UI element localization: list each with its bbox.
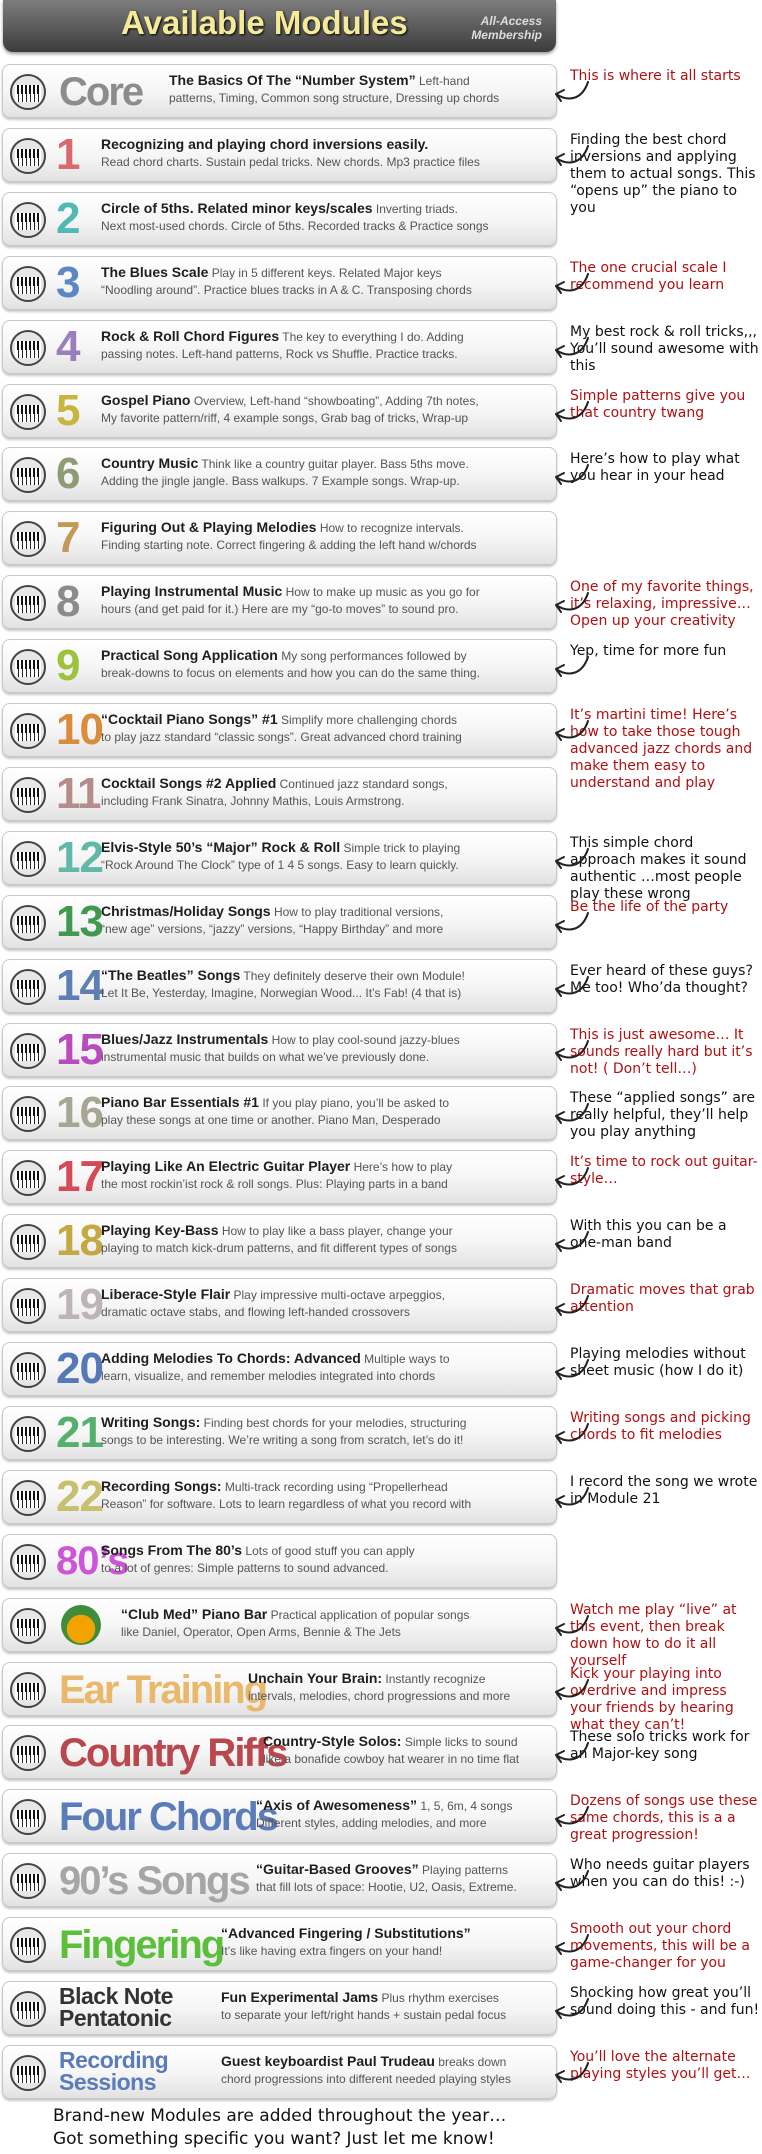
module-title: Fun Experimental Jams [221, 1989, 379, 2005]
piano-icon [10, 969, 46, 1005]
module-row[interactable] [2, 192, 557, 246]
module-title: “Guitar-Based Grooves” [256, 1861, 419, 1877]
pointer-arrow-icon [548, 461, 592, 489]
module-description [169, 72, 546, 107]
piano-icon [10, 1672, 46, 1708]
module-description [101, 711, 546, 746]
pointer-arrow-icon [548, 845, 592, 873]
module-desc-line1: Playing patterns [421, 1863, 509, 1877]
module-label: 12 [56, 833, 103, 882]
piano-icon [10, 1735, 46, 1771]
module-desc-line2: “Noodling around”. Practice blues tracks in A & C. Transposing chords [101, 283, 472, 297]
module-row[interactable] [2, 1789, 557, 1843]
side-note: These solo tricks work for an Major-key song [570, 1729, 750, 1762]
module-desc-line1: Instantly recognize [385, 1672, 486, 1686]
module-title: “The Beatles” Songs [101, 967, 241, 983]
module-row[interactable] [2, 128, 557, 182]
module-description [101, 392, 546, 427]
side-note: Yep, time for more fun [570, 643, 727, 659]
module-desc-line2: “new age” versions, “jazzy” versions, “Happy Birthday” and more [101, 922, 444, 936]
module-description [221, 1989, 546, 2024]
module-desc-line1: Left-hand [418, 74, 470, 88]
module-title: Practical Song Application [101, 647, 278, 663]
side-note: Ever heard of these guys? Me too! Who’da thought? [570, 963, 753, 996]
side-note: Finding the best chord inversions and applying them to actual songs. This “opens up” the piano to you [570, 132, 756, 216]
module-desc-line2: play these songs at one time or another. Piano Man, Desperado [101, 1113, 441, 1127]
piano-icon [10, 1224, 46, 1260]
piano-icon [10, 1096, 46, 1132]
module-description [101, 136, 546, 171]
module-desc-line2: that fill lots of space: Hootie, U2, Oasis, Extreme. [256, 1880, 517, 1894]
module-title: “Axis of Awesomeness” [256, 1797, 418, 1813]
module-description [101, 647, 546, 682]
piano-icon [10, 1544, 46, 1580]
module-row[interactable] [2, 1278, 557, 1332]
module-desc-line2: like a bonafide cowboy hat wearer in no time flat [263, 1752, 520, 1766]
piano-icon [10, 1863, 46, 1899]
side-note: Simple patterns give you that country twang [570, 388, 746, 421]
module-desc-line2: Next most-used chords. Circle of 5ths. Recorded tracks & Practice songs [101, 219, 489, 233]
module-desc-line1: 1, 5, 6m, 4 songs [420, 1799, 513, 1813]
module-description [101, 264, 546, 299]
side-note: I record the song we wrote in Module 21 [570, 1474, 758, 1507]
module-title: Rock & Roll Chord Figures [101, 328, 280, 344]
module-row[interactable] [2, 2045, 557, 2099]
club-med-logo-icon [61, 1605, 101, 1645]
module-title: Recording Songs: [101, 1478, 222, 1494]
piano-icon [10, 1927, 46, 1963]
piano-icon [10, 777, 46, 813]
module-title: “Cocktail Piano Songs” #1 [101, 711, 278, 727]
side-note: Who needs guitar players when you can do this! :-) [570, 1857, 750, 1890]
module-label: 10 [56, 705, 103, 754]
module-label: 2 [56, 194, 80, 243]
piano-icon [10, 1033, 46, 1069]
module-row[interactable] [2, 959, 557, 1013]
module-row[interactable] [2, 1534, 557, 1588]
module-title: Christmas/Holiday Songs [101, 903, 271, 919]
module-row[interactable] [2, 639, 557, 693]
piano-icon [10, 138, 46, 174]
pointer-arrow-icon [548, 334, 592, 362]
module-desc-line1: Plus rhythm exercises [381, 1991, 499, 2005]
module-label: 90’s Songs [59, 1859, 249, 1903]
module-title: Playing Like An Electric Guitar Player [101, 1158, 351, 1174]
module-desc-line1: My song performances followed by [281, 649, 467, 663]
module-desc-line2: “Rock Around The Clock” type of 1 4 5 songs. Easy to learn quickly. [101, 858, 459, 872]
module-label: 13 [56, 897, 103, 946]
pointer-arrow-icon [548, 1037, 592, 1065]
module-row[interactable] [2, 1214, 557, 1268]
module-row[interactable] [2, 1342, 557, 1396]
module-desc-line2: including Frank Sinatra, Johnny Mathis, Louis Armstrong. [101, 794, 405, 808]
module-desc-line2: Let It Be, Yesterday, Imagine, Norwegian Wood... It’s Fab! (4 that is) [101, 986, 462, 1000]
footer [53, 2105, 553, 2151]
module-description [101, 1286, 546, 1321]
module-label: 14 [56, 961, 103, 1010]
module-title: Adding Melodies To Chords: Advanced [101, 1350, 361, 1366]
module-title: Writing Songs: [101, 1414, 201, 1430]
side-note: Smooth out your chord movements, this will be a game-changer for you [570, 1921, 751, 1971]
module-title: Figuring Out & Playing Melodies [101, 519, 317, 535]
pointer-arrow-icon [548, 653, 592, 681]
pointer-arrow-icon [548, 589, 592, 617]
module-desc-line2: Read chord charts. Sustain pedal tricks. New chords. Mp3 practice files [101, 155, 480, 169]
module-desc-line2: Finding starting note. Correct fingering & adding the left hand w/chords [101, 538, 477, 552]
module-label: Country Riffs [59, 1731, 287, 1775]
module-description [101, 1222, 546, 1257]
module-row[interactable] [2, 895, 557, 949]
pointer-arrow-icon [548, 142, 592, 170]
side-note: With this you can be a one-man band [570, 1218, 727, 1251]
side-note: Here’s how to play what you hear in your head [570, 451, 740, 484]
module-desc-line1: The key to everything I do. Adding [282, 330, 464, 344]
module-description [256, 1797, 546, 1832]
module-label: 5 [56, 386, 80, 435]
module-row[interactable] [2, 64, 557, 118]
module-desc-line1: Play in 5 different keys. Related Major keys [211, 266, 442, 280]
module-title: Country-Style Solos: [263, 1733, 402, 1749]
module-title: Songs From The 80’s [101, 1542, 243, 1558]
module-desc-line2: passing notes. Left-hand patterns, Rock vs Shuffle. Practice tracks. [101, 347, 458, 361]
module-desc-line1: How to play cool-sound jazzy-blues [271, 1033, 460, 1047]
module-label: Black Note Pentatonic [59, 1983, 173, 2031]
module-desc-line2: instrumental music that builds on what we’ve previously done. [101, 1050, 430, 1064]
module-description [101, 1094, 546, 1129]
pointer-arrow-icon [548, 1228, 592, 1256]
module-row[interactable] [2, 703, 557, 757]
module-label: 15 [56, 1025, 103, 1074]
pointer-arrow-icon [548, 398, 592, 426]
module-label: 11 [56, 769, 101, 818]
module-desc-line1: Finding best chords for your melodies, structuring [203, 1416, 467, 1430]
module-label: Core [59, 70, 143, 114]
module-row[interactable] [2, 256, 557, 310]
module-title: Circle of 5ths. Related minor keys/scales [101, 200, 373, 216]
module-description [101, 519, 546, 554]
module-desc-line1: How to play traditional versions, [273, 905, 444, 919]
piano-icon [10, 1288, 46, 1324]
piano-icon [10, 1352, 46, 1388]
module-row[interactable] [2, 1853, 557, 1907]
pointer-arrow-icon [548, 1484, 592, 1512]
module-description [101, 328, 546, 363]
module-desc-line1: Here’s how to play [353, 1160, 453, 1174]
module-label: 1 [56, 130, 80, 179]
pointer-arrow-icon [548, 1292, 592, 1320]
module-title: “Club Med” Piano Bar [121, 1606, 268, 1622]
module-description [221, 1925, 546, 1960]
module-title: Playing Instrumental Music [101, 583, 283, 599]
side-note: Shocking how great you’ll sound doing this - and fun! [570, 1985, 760, 2018]
module-label: 4 [56, 322, 80, 371]
module-desc-line1: Continued jazz standard songs, [279, 777, 448, 791]
module-description [101, 967, 546, 1002]
footer-line-2: Got something specific you want? Just let me know! [53, 2129, 495, 2149]
module-desc-line1: Think like a country guitar player. Bass 5ths move. [201, 457, 469, 471]
side-note: Playing melodies without sheet music (how I do it) [570, 1346, 746, 1379]
module-row[interactable] [2, 511, 557, 565]
page-title: Available Modules [121, 4, 408, 41]
module-label: 8 [56, 577, 80, 626]
module-description [101, 1414, 546, 1449]
module-desc-line1: They definitely deserve their own Module! [243, 969, 465, 983]
module-title: Liberace-Style Flair [101, 1286, 231, 1302]
side-note: Kick your playing into overdrive and impress your friends by hearing what they can’t! [570, 1666, 734, 1733]
module-description [101, 775, 546, 810]
footer-line-1: Brand-new Modules are added throughout the year… [53, 2106, 507, 2126]
module-desc-line2: dramatic octave stabs, and flowing left-handed crossovers [101, 1305, 410, 1319]
module-desc-line1: Simple trick to playing [343, 841, 461, 855]
module-label: 16 [56, 1088, 103, 1137]
module-row[interactable] [2, 384, 557, 438]
module-desc-line1: Lots of good stuff you can apply [245, 1544, 415, 1558]
module-title: Piano Bar Essentials #1 [101, 1094, 259, 1110]
module-desc-line2: patterns, Timing, Common song structure, Dressing up chords [169, 91, 500, 105]
piano-icon [10, 1416, 46, 1452]
piano-icon [10, 266, 46, 302]
piano-icon [10, 713, 46, 749]
module-label: 17 [56, 1152, 103, 1201]
module-row[interactable] [2, 1598, 557, 1652]
module-row[interactable] [2, 575, 557, 629]
module-label: 9 [56, 641, 80, 690]
module-desc-line2: the most rockin’ist rock & roll songs. Plus: Playing parts in a band [101, 1177, 448, 1191]
module-desc-line1: How to play like a bass player, change your [221, 1224, 453, 1238]
module-desc-line2: to separate your left/right hands + sustain pedal focus [221, 2008, 507, 2022]
module-label: 22 [56, 1472, 103, 1521]
module-label: Fingering [59, 1923, 224, 1967]
pointer-arrow-icon [548, 1164, 592, 1192]
module-label: Four Chords [59, 1795, 277, 1839]
side-note: This is just awesome… It sounds really hard but it’s not! ( Don’t tell…) [570, 1027, 753, 1077]
piano-icon [10, 841, 46, 877]
module-desc-line2: My favorite pattern/riff, 4 example songs, Grab bag of tricks, Wrap-up [101, 411, 469, 425]
module-title: Playing Key-Bass [101, 1222, 219, 1238]
pointer-arrow-icon [548, 717, 592, 745]
module-desc-line2: to a lot of genres: Simple patterns to sound advanced. [101, 1561, 389, 1575]
pointer-arrow-icon [548, 1612, 592, 1640]
module-desc-line2: learn, visualize, and remember melodies integrated into chords [101, 1369, 436, 1383]
module-title: Recognizing and playing chord inversions easily. [101, 136, 429, 152]
module-description [101, 839, 546, 874]
side-note: Watch me play “live” at this event, then break down how to do it all yourself [570, 1602, 737, 1669]
module-title: The Blues Scale [101, 264, 209, 280]
module-row[interactable] [2, 1470, 557, 1524]
module-title: Elvis-Style 50’s “Major” Rock & Roll [101, 839, 341, 855]
pointer-arrow-icon [548, 1931, 592, 1959]
piano-icon [10, 649, 46, 685]
module-title: Blues/Jazz Instrumentals [101, 1031, 269, 1047]
module-desc-line1: Play impressive multi-octave arpeggios, [233, 1288, 445, 1302]
piano-icon [10, 2055, 46, 2091]
module-row[interactable] [2, 1981, 557, 2035]
module-desc-line2: songs to be interesting. We’re writing a song from scratch, let’s do it! [101, 1433, 464, 1447]
module-desc-line1: If you play piano, you’ll be asked to [262, 1096, 450, 1110]
piano-icon [10, 457, 46, 493]
module-description [248, 1670, 546, 1705]
side-note: This simple chord approach makes it sound authentic …most people play these wrong [570, 835, 747, 902]
pointer-arrow-icon [548, 909, 592, 937]
module-desc-line2: hours (and get paid for it.) Here are my “go-to moves” to sound pro. [101, 602, 459, 616]
side-note: It’s martini time! Here’s how to take those tough advanced jazz chords and make them easy to understand and play [570, 707, 753, 791]
module-desc-line2: Reason” for software. Lots to learn regardless of what you record with [101, 1497, 472, 1511]
module-description [256, 1861, 546, 1896]
module-desc-line1: Multiple ways to [364, 1352, 450, 1366]
pointer-arrow-icon [548, 1420, 592, 1448]
module-description [101, 1350, 546, 1385]
module-desc-line1: How to recognize intervals. [319, 521, 464, 535]
module-desc-line1: Inverting triads. [375, 202, 458, 216]
module-desc-line2: Adding the jingle jangle. Bass walkups. 7 Example songs. Wrap-up. [101, 474, 460, 488]
module-desc-line2: playing to match kick-drum patterns, and fit different types of songs [101, 1241, 457, 1255]
pointer-arrow-icon [548, 78, 592, 106]
pointer-arrow-icon [548, 270, 592, 298]
side-note: Dozens of songs use these same chords, this is a a great progression! [570, 1793, 758, 1843]
module-label: 3 [56, 258, 80, 307]
module-label: 7 [56, 513, 80, 562]
module-description [101, 1031, 546, 1066]
module-desc-line2: to play jazz standard “classic songs”. Great advanced chord training [101, 730, 462, 744]
module-desc-line1: How to make up music as you go for [285, 585, 480, 599]
module-row[interactable] [2, 767, 557, 821]
side-note: Writing songs and picking chords to fit melodies [570, 1410, 751, 1443]
module-desc-line1: Overview, Left-hand “showboating”, Adding 7th notes, [193, 394, 479, 408]
module-desc-line2: Different styles, adding melodies, and more [256, 1816, 487, 1830]
module-row[interactable] [2, 1725, 557, 1779]
piano-icon [10, 585, 46, 621]
module-title: Gospel Piano [101, 392, 191, 408]
piano-icon [10, 1799, 46, 1835]
module-desc-line1: Simple licks to sound [404, 1735, 518, 1749]
side-note: My best rock & roll tricks,,, You’ll sound awesome with this [570, 324, 759, 374]
side-note: The one crucial scale I recommend you learn [570, 260, 727, 293]
module-row[interactable] [2, 320, 557, 374]
module-title: The Basics Of The “Number System” [169, 72, 416, 88]
module-desc-line1: Practical application of popular songs [270, 1608, 470, 1622]
module-label: 20 [56, 1344, 103, 1393]
pointer-arrow-icon [548, 1867, 592, 1895]
piano-icon [10, 202, 46, 238]
module-description [101, 455, 546, 490]
module-label: 18 [56, 1216, 103, 1265]
module-desc-line2: like Daniel, Operator, Open Arms, Bennie & The Jets [121, 1625, 401, 1639]
module-title: “Advanced Fingering / Substitutions” [221, 1925, 471, 1941]
module-desc-line1: breaks down [438, 2055, 507, 2069]
side-note: You’ll love the alternate playing styles you’ll get… [570, 2049, 751, 2082]
module-label: Ear Training [59, 1668, 267, 1712]
pointer-arrow-icon [548, 1995, 592, 2023]
side-note: Be the life of the party [570, 899, 729, 915]
module-desc-line1: Simplify more challenging chords [280, 713, 458, 727]
side-note: It’s time to rock out guitar-style… [570, 1154, 758, 1187]
module-description [263, 1733, 546, 1768]
module-description [221, 2053, 546, 2088]
pointer-arrow-icon [548, 1739, 592, 1767]
piano-icon [10, 521, 46, 557]
module-label: 6 [56, 449, 80, 498]
module-row[interactable] [2, 1086, 557, 1140]
module-description [101, 1478, 546, 1513]
pointer-arrow-icon [548, 1356, 592, 1384]
header-banner [3, 0, 556, 52]
module-description [101, 583, 546, 618]
module-desc-line2: break-downs to focus on elements and how you can do the same thing. [101, 666, 480, 680]
module-row[interactable] [2, 1150, 557, 1204]
module-title: Cocktail Songs #2 Applied [101, 775, 277, 791]
module-title: Guest keyboardist Paul Trudeau [221, 2053, 435, 2069]
piano-icon [10, 1608, 46, 1644]
piano-icon [10, 330, 46, 366]
header-subtitle: All-Access Membership [471, 14, 542, 42]
module-desc-line2: It’s like having extra fingers on your hand! [221, 1944, 443, 1958]
side-note: These “applied songs” are really helpful, they’ll help you play anything [570, 1090, 755, 1140]
side-note: This is where it all starts [570, 68, 741, 84]
pointer-arrow-icon [548, 973, 592, 1001]
module-description [101, 200, 546, 235]
module-description [101, 903, 546, 938]
module-desc-line2: intervals, melodies, chord progressions and more [248, 1689, 511, 1703]
pointer-arrow-icon [548, 2059, 592, 2087]
module-row[interactable] [2, 1917, 557, 1971]
module-title: Unchain Your Brain: [248, 1670, 383, 1686]
piano-icon [10, 1991, 46, 2027]
module-row[interactable] [2, 1023, 557, 1077]
pointer-arrow-icon [548, 1100, 592, 1128]
module-label: 80’s [56, 1539, 129, 1583]
piano-icon [10, 905, 46, 941]
module-description [101, 1542, 546, 1577]
module-title: Country Music [101, 455, 199, 471]
pointer-arrow-icon [548, 1803, 592, 1831]
pointer-arrow-icon [548, 1676, 592, 1704]
module-description [101, 1158, 546, 1193]
piano-icon [10, 74, 46, 110]
side-note: One of my favorite things, it’s relaxing, impressive… Open up your creativity [570, 579, 754, 629]
module-label: Recording Sessions [59, 2047, 169, 2095]
module-description [121, 1606, 546, 1641]
side-note: Dramatic moves that grab attention [570, 1282, 755, 1315]
module-row[interactable] [2, 1406, 557, 1460]
module-desc-line2: chord progressions into different needed playing styles [221, 2072, 511, 2086]
module-row[interactable] [2, 447, 557, 501]
piano-icon [10, 1160, 46, 1196]
module-label: 19 [56, 1280, 103, 1329]
piano-icon [10, 1480, 46, 1516]
module-desc-line1: Multi-track recording using “Propellerhead [224, 1480, 448, 1494]
piano-icon [10, 394, 46, 430]
module-row[interactable] [2, 1662, 557, 1716]
module-label: 21 [56, 1408, 103, 1457]
module-row[interactable] [2, 831, 557, 885]
